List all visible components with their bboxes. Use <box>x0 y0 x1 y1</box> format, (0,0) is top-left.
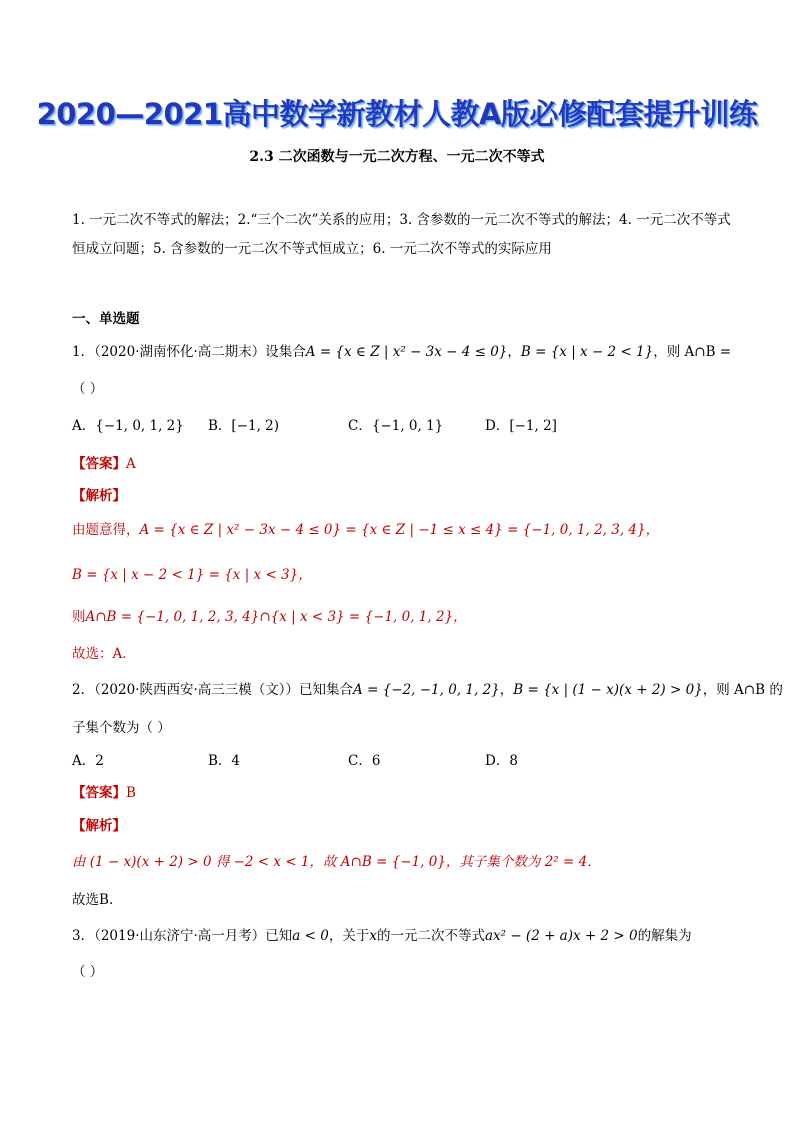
q2-ask: ，则 A∩B 的 <box>702 682 783 698</box>
q2-set-b: B = {x | (1 − x)(x + 2) > 0} <box>513 682 703 698</box>
q1-conclusion: 故选：A． <box>72 646 136 662</box>
q2-option-b: B．4 <box>208 753 241 769</box>
q1-step-3: 则A∩B = {−1, 0, 1, 2, 3, 4}∩{x | x < 3} = {−1, 0, 1, 2}， <box>72 609 467 625</box>
q2-step-1: 由 (1 − x)(x + 2) > 0 得 −2 < x < 1，故 A∩B = {−1, 0}，其子集个数为 2² = 4． <box>72 854 601 870</box>
knowledge-points: 1. 一元二次不等式的解法；2.“三个二次”关系的应用；3. 含参数的一元二次不等式的解法；4. 一元二次不等式恒成立问题；5. 含参数的一元二次不等式恒成立；6. 一元二次不等式的实际应用 <box>72 212 731 257</box>
q1-step-2: B = {x | x − 2 < 1} = {x | x < 3}， <box>72 567 312 583</box>
q1-step-1: 由题意得，A = {x ∈ Z | x² − 3x − 4 ≤ 0} = {x ∈ Z | −1 ≤ x ≤ 4} = {−1, 0, 1, 2, 3, 4}， <box>72 522 660 538</box>
q2-stem: 2．（2020·陕西西安·高三三模（文））已知集合A = {−2, −1, 0, 1, 2}，B = {x | (1 − x)(x + 2) > 0}，则 A∩B 的 <box>72 682 783 698</box>
q3-inequality: ax² − (2 + a)x + 2 > 0 <box>484 928 638 944</box>
document-title: 2020—2021高中数学新教材人教A版必修配套提升训练 <box>36 97 758 131</box>
q1-answer <box>72 452 732 472</box>
section-title: 一、单选题 <box>72 311 140 327</box>
q2-option-d: D．8 <box>485 753 518 769</box>
q1-answer-value: A <box>126 456 136 472</box>
q2-stem-line-2: 子集个数为（ ） <box>72 720 171 736</box>
q2-analysis-label: 【解析】 <box>72 818 126 834</box>
q1-set-a: A = {x ∈ Z | x² − 3x − 4 ≤ 0} <box>305 344 508 360</box>
q1-options <box>72 414 732 434</box>
q1-source: 1．（2020·湖南怀化·高二期末）设集合 <box>72 344 306 360</box>
q2-conclusion: 故选B. <box>72 892 114 908</box>
q3-source: 3．（2019·山东济宁·高一月考）已知 <box>72 928 293 944</box>
q1-set-b: B = {x | x − 2 < 1} <box>520 344 654 360</box>
q1-answer-label: 【答案】 <box>72 456 126 472</box>
q1-stem: 1．（2020·湖南怀化·高二期末）设集合A = {x ∈ Z | x² − 3x − 4 ≤ 0}，B = {x | x − 2 < 1}，则 A∩B = <box>72 344 732 360</box>
q2-answer <box>72 781 732 801</box>
q1-ask: ，则 A∩B = <box>653 344 732 360</box>
q1-analysis-label: 【解析】 <box>72 488 126 504</box>
q2-option-c: C．6 <box>348 753 381 769</box>
q3-paren: （ ） <box>72 964 104 980</box>
q1-option-d: D．[−1, 2] <box>485 418 557 434</box>
q1-option-c: C．{−1, 0, 1} <box>348 418 444 434</box>
q2-option-a: A．2 <box>72 753 104 769</box>
q2-answer-value: B <box>126 785 136 801</box>
document-subtitle: 2.3 二次函数与一元二次方程、一元二次不等式 <box>249 149 545 165</box>
q2-options <box>72 749 732 769</box>
q2-answer-label: 【答案】 <box>72 785 126 801</box>
q1-option-a: A．{−1, 0, 1, 2} <box>72 418 184 434</box>
q3-stem: 3．（2019·山东济宁·高一月考）已知a < 0，关于x的一元二次不等式ax² − (2 + a)x + 2 > 0的解集为 <box>72 928 692 944</box>
q1-option-b: B．[−1, 2) <box>208 418 280 434</box>
q2-set-a: A = {−2, −1, 0, 1, 2} <box>353 682 500 698</box>
q1-paren: （ ） <box>72 381 104 397</box>
q2-source: 2．（2020·陕西西安·高三三模（文））已知集合 <box>72 682 354 698</box>
